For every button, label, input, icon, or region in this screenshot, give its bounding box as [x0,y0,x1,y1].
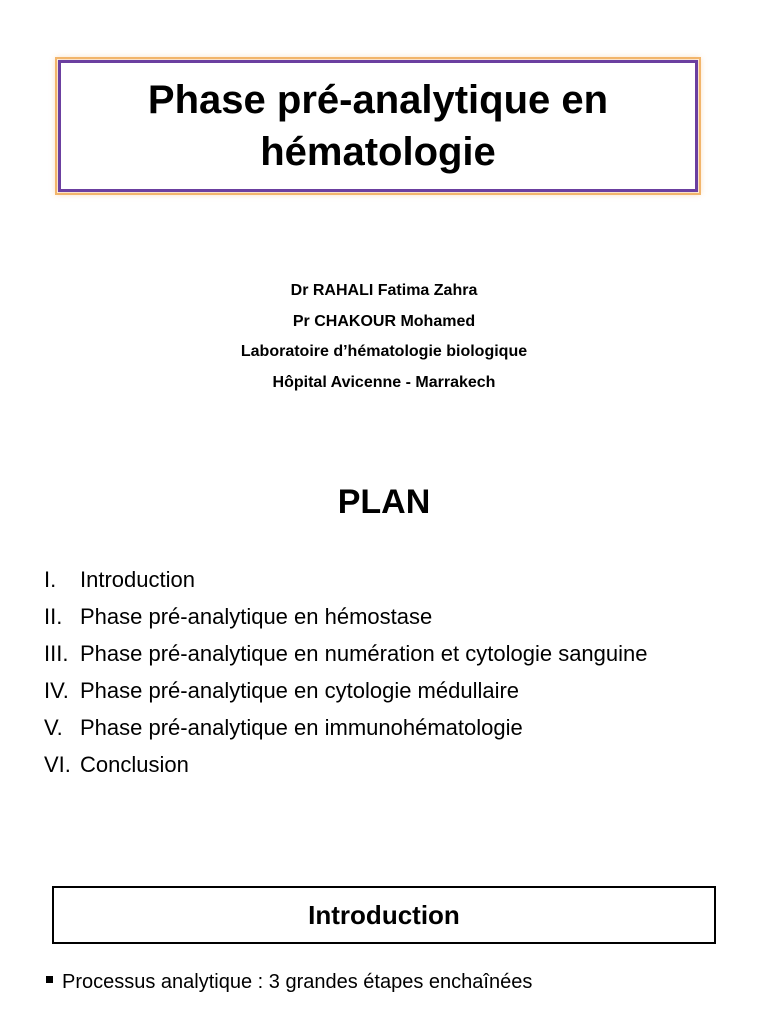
plan-item [44,598,764,635]
author-1: Dr RAHALI Fatima Zahra [290,282,478,299]
plan-item-number: I. [44,567,57,592]
affiliation-lab: Laboratoire d’hématologie biologique [240,343,528,360]
title-line-2: hématologie [260,130,496,174]
introduction-box [52,886,716,944]
plan-heading: PLAN [337,483,431,521]
plan-item-number: II. [44,604,63,629]
introduction-bullet [46,968,532,996]
introduction-bullet-text: Processus analytique : 3 grandes étapes enchaînées [62,971,533,993]
plan-item-label: Phase pré-analytique en cytologie médullaire [80,678,520,703]
plan-item-number: IV. [44,678,69,703]
title-box [58,60,698,192]
plan-item-label: Introduction [80,567,195,592]
plan-item-number: V. [44,715,63,740]
plan-item-number: VI. [44,752,71,777]
plan-item [44,709,764,746]
plan-item-number: III. [44,641,69,666]
affiliation-hospital: Hôpital Avicenne - Marrakech [272,373,496,391]
plan-item [44,672,764,709]
plan-item-label: Phase pré-analytique en numération et cytologie sanguine [80,641,648,666]
plan-item-label: Phase pré-analytique en hémostase [80,604,433,629]
plan-item-label: Phase pré-analytique en immunohématologie [80,715,523,740]
author-2: Pr CHAKOUR Mohamed [292,312,476,330]
plan-item [44,635,764,672]
plan-item [44,746,764,783]
plan-list [44,561,764,783]
introduction-heading: Introduction [308,899,460,930]
plan-item [44,561,764,598]
authors-block [0,276,768,398]
square-bullet-icon [46,976,53,983]
plan-item-label: Conclusion [80,752,189,777]
title-line-1: Phase pré-analytique en [147,78,609,122]
